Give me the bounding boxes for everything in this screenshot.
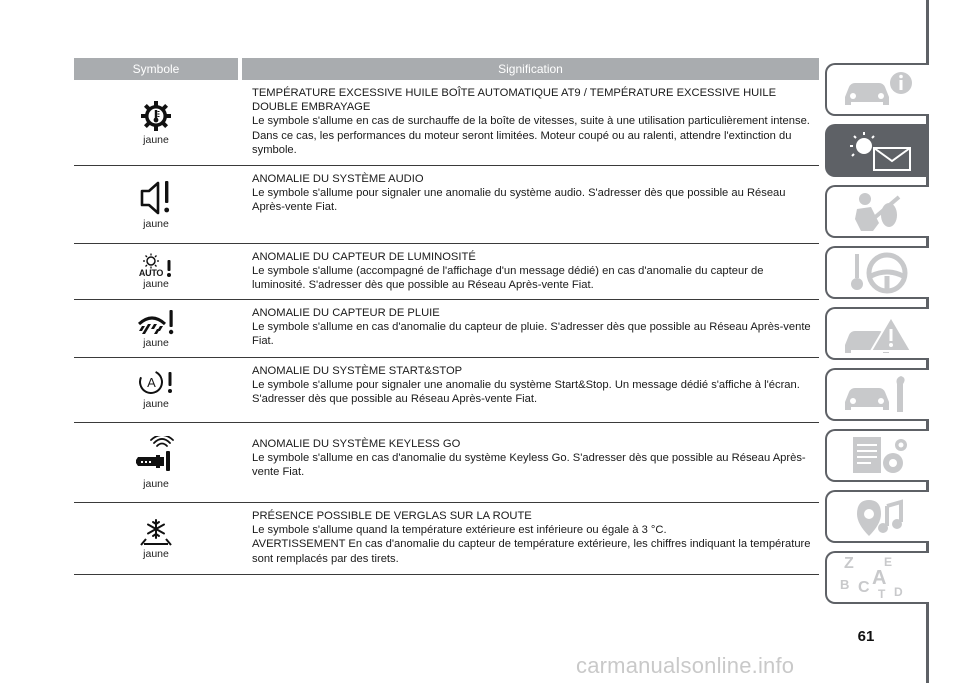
meaning-title: ANOMALIE DU SYSTÈME START&STOP bbox=[252, 365, 463, 377]
tab-warning-lights[interactable] bbox=[825, 124, 929, 177]
tab-technical-data[interactable] bbox=[825, 429, 929, 482]
light-sensor-icon-group bbox=[139, 253, 173, 278]
index-letter: Z bbox=[844, 554, 854, 572]
exclamation-icon bbox=[165, 256, 173, 278]
auto-label: AUTO bbox=[138, 268, 164, 278]
table-header bbox=[74, 58, 819, 80]
symbol-cell bbox=[74, 166, 238, 243]
meaning-cell bbox=[238, 358, 819, 422]
start-stop-icon bbox=[135, 367, 166, 398]
symbol-cell bbox=[74, 358, 238, 422]
meaning-title: ANOMALIE DU SYSTÈME KEYLESS GO bbox=[252, 438, 461, 450]
light-sensor-failure-icon bbox=[141, 253, 161, 269]
index-icon bbox=[838, 555, 918, 601]
start-stop-letter: A bbox=[146, 374, 155, 390]
page-number: 61 bbox=[857, 628, 875, 645]
table-row bbox=[74, 503, 819, 575]
tab-car-info[interactable] bbox=[825, 63, 929, 116]
audio-failure-icon bbox=[138, 179, 174, 217]
meaning-title: ANOMALIE DU SYSTÈME AUDIO bbox=[252, 173, 424, 185]
gearbox-temperature-icon bbox=[139, 99, 173, 133]
tab-maintenance[interactable] bbox=[825, 368, 929, 421]
index-letter: B bbox=[840, 576, 850, 592]
symbol-color: jaune bbox=[143, 548, 169, 560]
symbol-cell bbox=[74, 300, 238, 357]
tab-safety[interactable] bbox=[825, 185, 929, 238]
meaning-title: TEMPÉRATURE EXCESSIVE HUILE BOÎTE AUTOMATIQUE AT9 / TEMPÉRATURE EXCESSIVE HUILE DOUBLE EMBRAYAGE bbox=[252, 87, 777, 114]
safety-airbag-icon bbox=[843, 189, 913, 235]
index-letter: D bbox=[894, 584, 903, 599]
tab-emergency[interactable] bbox=[825, 307, 929, 360]
maintenance-icon bbox=[839, 372, 917, 418]
index-letter: E bbox=[884, 554, 893, 569]
symbol-color: jaune bbox=[143, 134, 169, 146]
table-row bbox=[74, 300, 819, 358]
car-info-icon bbox=[839, 69, 917, 111]
meaning-warning: AVERTISSEMENT En cas d'anomalie du capteur de température extérieure, les chiffres indiquant la température sont remplacés par des tirets. bbox=[252, 538, 811, 565]
meaning-text: Le symbole s'allume en cas de surchauffe de la boîte de vitesses, suite à une utilisation particulièrement intense. Dans ce cas, les performances du moteur seront limitées. Moteur coupé ou au ralenti, attendre l'extinction du symbole. bbox=[252, 115, 810, 156]
technical-data-icon bbox=[843, 433, 913, 479]
table-row bbox=[74, 423, 819, 503]
tab-multimedia[interactable] bbox=[825, 490, 929, 543]
light-sensor-icon-stack bbox=[139, 253, 163, 278]
watermark: carmanualsonline.info bbox=[576, 653, 795, 678]
meaning-text: Le symbole s'allume pour signaler une anomalie du système audio. S'adresser dès que possible au Réseau Après-vente Fiat. bbox=[252, 187, 786, 214]
symbol-cell bbox=[74, 80, 238, 165]
index-letter: T bbox=[878, 586, 886, 601]
symbol-color: jaune bbox=[143, 398, 169, 410]
symbol-cell bbox=[74, 244, 238, 299]
meaning-cell bbox=[238, 423, 819, 502]
tab-index[interactable] bbox=[825, 551, 929, 604]
header-meaning: Signification bbox=[242, 58, 819, 80]
symbol-cell bbox=[74, 423, 238, 502]
start-stop-icon-group bbox=[139, 370, 174, 394]
chapter-tabs bbox=[825, 0, 960, 683]
rain-sensor-failure-icon bbox=[136, 308, 176, 336]
index-letter: A bbox=[872, 566, 887, 589]
meaning-title: PRÉSENCE POSSIBLE DE VERGLAS SUR LA ROUTE bbox=[252, 510, 532, 522]
meaning-text: Le symbole s'allume en cas d'anomalie du capteur de pluie. S'adresser dès que possible au Réseau Après-vente Fiat. bbox=[252, 321, 811, 348]
meaning-text: Le symbole s'allume en cas d'anomalie du système Keyless Go. S'adresser dès que possible au Réseau Après-vente Fiat. bbox=[252, 452, 806, 479]
tab-starting-driving[interactable] bbox=[825, 246, 929, 299]
warning-lights-messages-icon bbox=[838, 128, 918, 174]
symbol-color: jaune bbox=[143, 218, 169, 230]
starting-driving-icon bbox=[843, 250, 913, 296]
ice-warning-icon bbox=[140, 517, 172, 547]
meaning-cell bbox=[238, 166, 819, 243]
symbol-color: jaune bbox=[143, 477, 169, 490]
meaning-text: Le symbole s'allume pour signaler une anomalie du système Start&Stop. Un message dédié s'affiche à l'écran. S'adresser dès que possible au Réseau Après-vente Fiat. bbox=[252, 379, 800, 406]
table-row bbox=[74, 166, 819, 244]
meaning-cell bbox=[238, 80, 819, 165]
exclamation-icon bbox=[166, 370, 174, 394]
meaning-cell bbox=[238, 300, 819, 357]
symbol-color: jaune bbox=[143, 278, 169, 290]
table-row bbox=[74, 80, 819, 166]
index-letter: C bbox=[858, 578, 870, 596]
emergency-icon bbox=[839, 311, 917, 357]
header-symbol: Symbole bbox=[74, 58, 238, 80]
symbol-cell bbox=[74, 503, 238, 574]
meaning-title: ANOMALIE DU CAPTEUR DE LUMINOSITÉ bbox=[252, 251, 476, 263]
table-row bbox=[74, 358, 819, 423]
meaning-title: ANOMALIE DU CAPTEUR DE PLUIE bbox=[252, 307, 440, 319]
multimedia-icon bbox=[843, 494, 913, 540]
meaning-text: Le symbole s'allume quand la température extérieure est inférieure ou égale à 3 °C. bbox=[252, 524, 667, 537]
symbol-color: jaune bbox=[143, 337, 169, 349]
table-row bbox=[74, 244, 819, 300]
keyless-go-failure-icon bbox=[136, 436, 176, 472]
meaning-cell bbox=[238, 244, 819, 299]
meaning-cell bbox=[238, 503, 819, 574]
warning-lights-table bbox=[74, 58, 819, 575]
meaning-text: Le symbole s'allume (accompagné de l'affichage d'un message dédié) en cas d'anomalie du capteur de luminosité. S'adresser dès que possible au Réseau Après-vente Fiat. bbox=[252, 265, 764, 292]
